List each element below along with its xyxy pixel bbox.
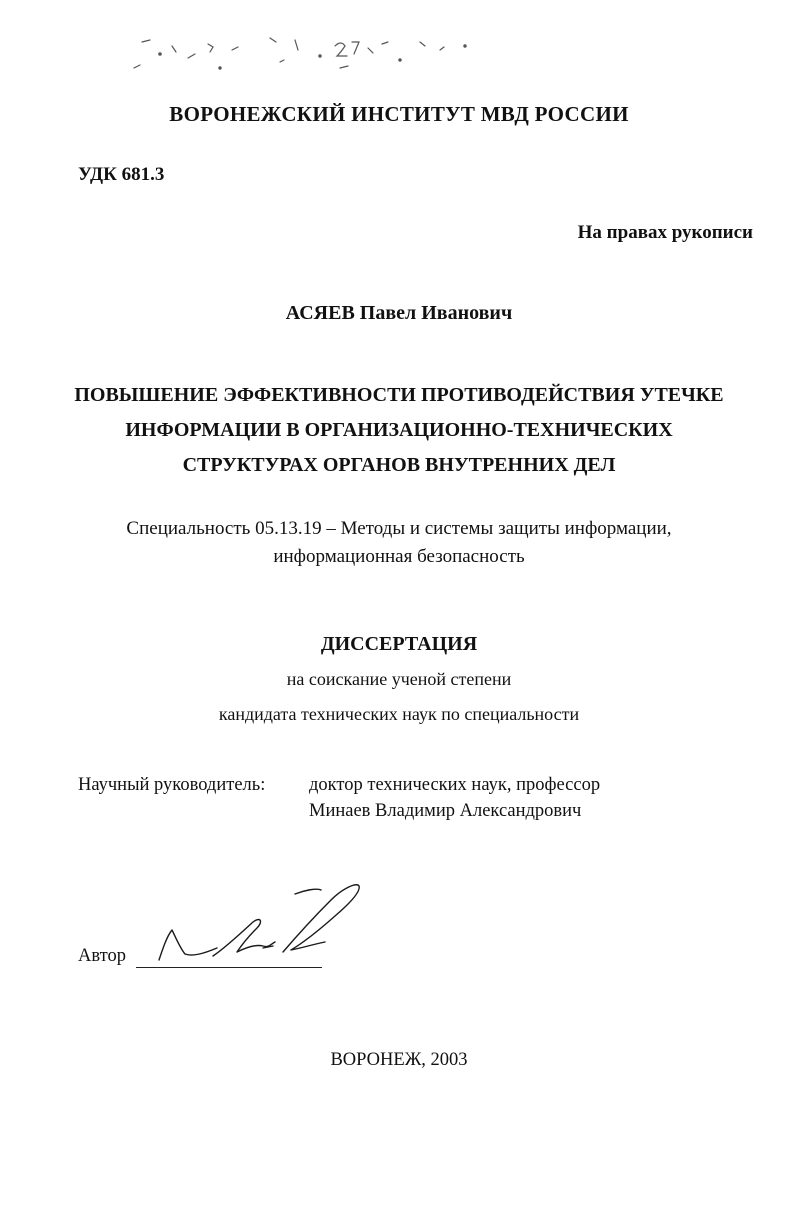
dissertation-label: ДИССЕРТАЦИЯ — [320, 633, 478, 655]
specialty-line: Специальность 05.13.19 – Методы и системы защиты информации, — [126, 518, 672, 539]
udk-code: УДК 681.3 — [78, 164, 165, 185]
author-label: Автор — [78, 946, 126, 966]
handwritten-signature — [145, 878, 375, 973]
supervisor-name: Минаев Владимир Александрович — [309, 801, 582, 821]
supervisor-label: Научный руководитель: — [78, 775, 266, 795]
city-year: ВОРОНЕЖ, 2003 — [330, 1050, 468, 1070]
rights-notice: На правах рукописи — [577, 222, 753, 243]
dissertation-field-line: кандидата технических наук по специальности — [218, 704, 580, 724]
institute-name: ВОРОНЕЖСКИЙ ИНСТИТУТ МВД РОССИИ — [169, 102, 629, 126]
author-name: АСЯЕВ Павел Иванович — [285, 302, 513, 324]
title-line: ИНФОРМАЦИИ В ОРГАНИЗАЦИОННО-ТЕХНИЧЕСКИХ — [125, 419, 673, 441]
specialty — [0, 515, 798, 571]
title-line: СТРУКТУРАХ ОРГАНОВ ВНУТРЕННИХ ДЕЛ — [182, 454, 616, 476]
title-line: ПОВЫШЕНИЕ ЭФФЕКТИВНОСТИ ПРОТИВОДЕЙСТВИЯ УТЕЧКЕ — [74, 384, 724, 406]
scan-marks — [120, 28, 490, 88]
specialty-line: информационная безопасность — [273, 546, 525, 567]
supervisor-degree: доктор технических наук, профессор — [309, 775, 601, 795]
dissertation-degree-line: на соискание ученой степени — [286, 669, 512, 689]
dissertation-title — [0, 378, 798, 483]
